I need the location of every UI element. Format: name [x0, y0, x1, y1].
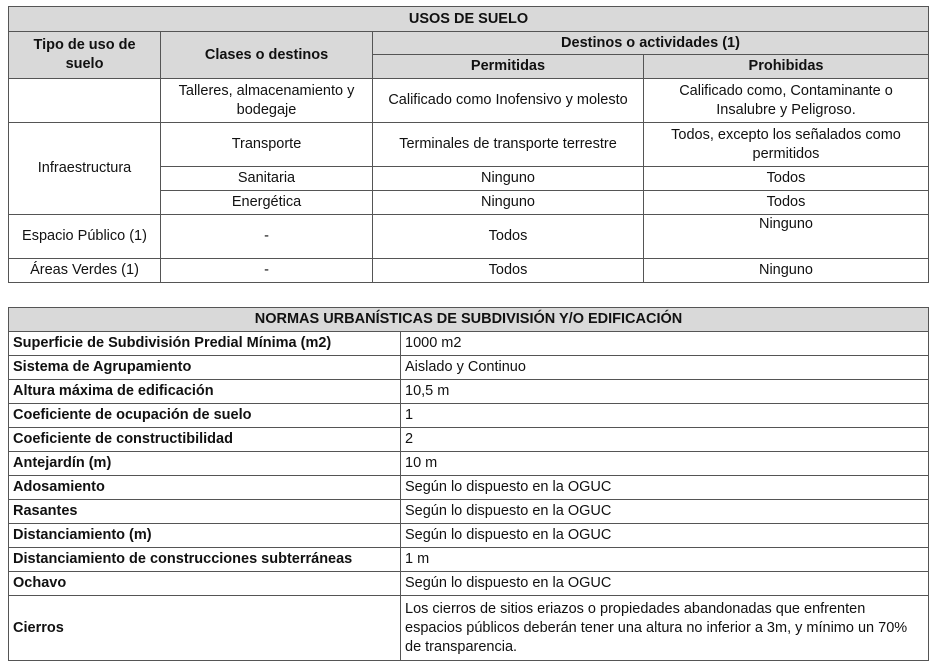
prohibidas-cell: Todos [644, 191, 929, 215]
prohibidas-cell: Todos [644, 167, 929, 191]
norma-label: Rasantes [9, 500, 401, 524]
table-row [9, 428, 929, 452]
header-tipo: Tipo de uso de suelo [9, 32, 161, 79]
clase-cell: Sanitaria [161, 167, 373, 191]
norma-value: 1000 m2 [401, 332, 929, 356]
table-row [9, 332, 929, 356]
norma-value: 1 [401, 404, 929, 428]
norma-value: Según lo dispuesto en la OGUC [401, 500, 929, 524]
clase-cell: - [161, 259, 373, 283]
norma-label: Superficie de Subdivisión Predial Mínima (m2) [9, 332, 401, 356]
table-row [9, 572, 929, 596]
table-row [9, 404, 929, 428]
norma-value: Los cierros de sitios eriazos o propiedades abandonadas que enfrenten espacios públicos deberán tener una altura no inferior a 3m, y mínimo un 70% de transparencia. [401, 596, 929, 661]
prohibidas-cell: Todos, excepto los señalados como permitidos [644, 123, 929, 167]
norma-label: Cierros [9, 596, 401, 661]
table-row [9, 380, 929, 404]
norma-value: Según lo dispuesto en la OGUC [401, 524, 929, 548]
tipo-cell: Espacio Público (1) [9, 215, 161, 259]
header-permitidas: Permitidas [373, 55, 644, 79]
prohibidas-cell: Calificado como, Contaminante o Insalubre y Peligroso. [644, 79, 929, 123]
tipo-cell: Áreas Verdes (1) [9, 259, 161, 283]
norma-value: Según lo dispuesto en la OGUC [401, 572, 929, 596]
table-row [9, 259, 929, 283]
tipo-cell: Infraestructura [9, 123, 161, 215]
norma-label: Distanciamiento de construcciones subterráneas [9, 548, 401, 572]
table-row [9, 476, 929, 500]
permitidas-cell: Ninguno [373, 191, 644, 215]
norma-label: Sistema de Agrupamiento [9, 356, 401, 380]
header-destinos: Destinos o actividades (1) [373, 32, 929, 55]
table-row [9, 524, 929, 548]
table-row [9, 215, 929, 259]
table-row [9, 356, 929, 380]
clase-cell: Talleres, almacenamiento y bodegaje [161, 79, 373, 123]
prohibidas-cell: Ninguno [644, 215, 929, 259]
normas-urbanisticas-table [8, 307, 929, 661]
table-row [9, 500, 929, 524]
prohibidas-cell: Ninguno [644, 259, 929, 283]
table-row [9, 548, 929, 572]
table-row [9, 452, 929, 476]
header-prohibidas: Prohibidas [644, 55, 929, 79]
header-clases: Clases o destinos [161, 32, 373, 79]
norma-value: Según lo dispuesto en la OGUC [401, 476, 929, 500]
norma-value: 2 [401, 428, 929, 452]
clase-cell: - [161, 215, 373, 259]
norma-label: Coeficiente de ocupación de suelo [9, 404, 401, 428]
permitidas-cell: Terminales de transporte terrestre [373, 123, 644, 167]
norma-label: Altura máxima de edificación [9, 380, 401, 404]
permitidas-cell: Todos [373, 259, 644, 283]
table-row [9, 123, 929, 167]
usos-de-suelo-table [8, 6, 929, 283]
table-title: NORMAS URBANÍSTICAS DE SUBDIVISIÓN Y/O EDIFICACIÓN [9, 308, 929, 332]
norma-value: 10 m [401, 452, 929, 476]
norma-label: Antejardín (m) [9, 452, 401, 476]
table-title: USOS DE SUELO [9, 7, 929, 32]
clase-cell: Transporte [161, 123, 373, 167]
permitidas-cell: Calificado como Inofensivo y molesto [373, 79, 644, 123]
table-row [9, 79, 929, 123]
permitidas-cell: Ninguno [373, 167, 644, 191]
norma-label: Coeficiente de constructibilidad [9, 428, 401, 452]
permitidas-cell: Todos [373, 215, 644, 259]
table-row [9, 596, 929, 661]
norma-value: Aislado y Continuo [401, 356, 929, 380]
norma-label: Adosamiento [9, 476, 401, 500]
norma-label: Distanciamiento (m) [9, 524, 401, 548]
norma-label: Ochavo [9, 572, 401, 596]
norma-value: 1 m [401, 548, 929, 572]
norma-value: 10,5 m [401, 380, 929, 404]
clase-cell: Energética [161, 191, 373, 215]
